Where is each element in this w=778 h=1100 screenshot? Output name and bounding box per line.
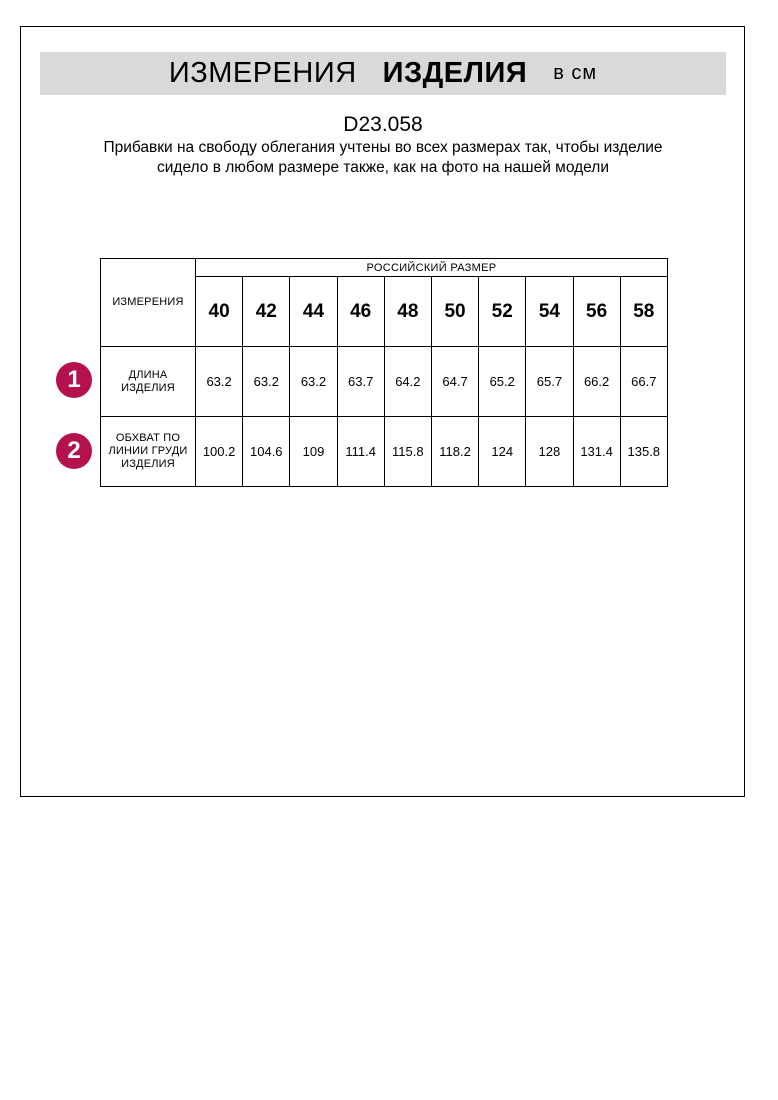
value-cell: 63.2 <box>290 347 337 417</box>
size-header-40: 40 <box>196 277 243 347</box>
value-cell: 64.2 <box>384 347 431 417</box>
size-header-56: 56 <box>573 277 620 347</box>
title-measurements: ИЗМЕРЕНИЯ <box>168 57 357 89</box>
value-cell: 66.2 <box>573 347 620 417</box>
fit-note: Прибавки на свободу облегания учтены во всех размерах так, чтобы изделие сидело в любом размере также, как на фото на нашей модели <box>103 139 663 176</box>
value-cell: 63.2 <box>243 347 290 417</box>
title-product: ИЗДЕЛИЯ <box>382 57 528 89</box>
value-cell: 124 <box>479 417 526 487</box>
value-cell: 66.7 <box>620 347 667 417</box>
size-header-52: 52 <box>479 277 526 347</box>
value-cell: 63.2 <box>196 347 243 417</box>
measurement-number-badge: 2 <box>56 433 92 469</box>
value-cell: 111.4 <box>337 417 384 487</box>
title-bar <box>40 52 726 95</box>
measurement-label: ОБХВАТ ПО ЛИНИИ ГРУДИ ИЗДЕЛИЯ <box>101 417 196 487</box>
value-cell: 128 <box>526 417 573 487</box>
size-header-44: 44 <box>290 277 337 347</box>
value-cell: 104.6 <box>243 417 290 487</box>
table-row <box>101 417 668 487</box>
measurement-number-badge: 1 <box>56 362 92 398</box>
value-cell: 64.7 <box>431 347 478 417</box>
value-cell: 118.2 <box>431 417 478 487</box>
size-header-50: 50 <box>431 277 478 347</box>
size-table <box>100 258 668 487</box>
value-cell: 63.7 <box>337 347 384 417</box>
table-row <box>101 347 668 417</box>
value-cell: 131.4 <box>573 417 620 487</box>
value-cell: 65.2 <box>479 347 526 417</box>
size-group-header: РОССИЙСКИЙ РАЗМЕР <box>196 259 668 277</box>
value-cell: 109 <box>290 417 337 487</box>
size-header-54: 54 <box>526 277 573 347</box>
size-header-42: 42 <box>243 277 290 347</box>
title-unit: в см <box>553 62 598 84</box>
corner-label: ИЗМЕРЕНИЯ <box>101 259 196 347</box>
size-header-46: 46 <box>337 277 384 347</box>
value-cell: 115.8 <box>384 417 431 487</box>
value-cell: 100.2 <box>196 417 243 487</box>
size-header-58: 58 <box>620 277 667 347</box>
value-cell: 135.8 <box>620 417 667 487</box>
value-cell: 65.7 <box>526 347 573 417</box>
measurement-label: ДЛИНА ИЗДЕЛИЯ <box>101 347 196 417</box>
product-code: D23.058 <box>343 113 423 136</box>
size-header-48: 48 <box>384 277 431 347</box>
